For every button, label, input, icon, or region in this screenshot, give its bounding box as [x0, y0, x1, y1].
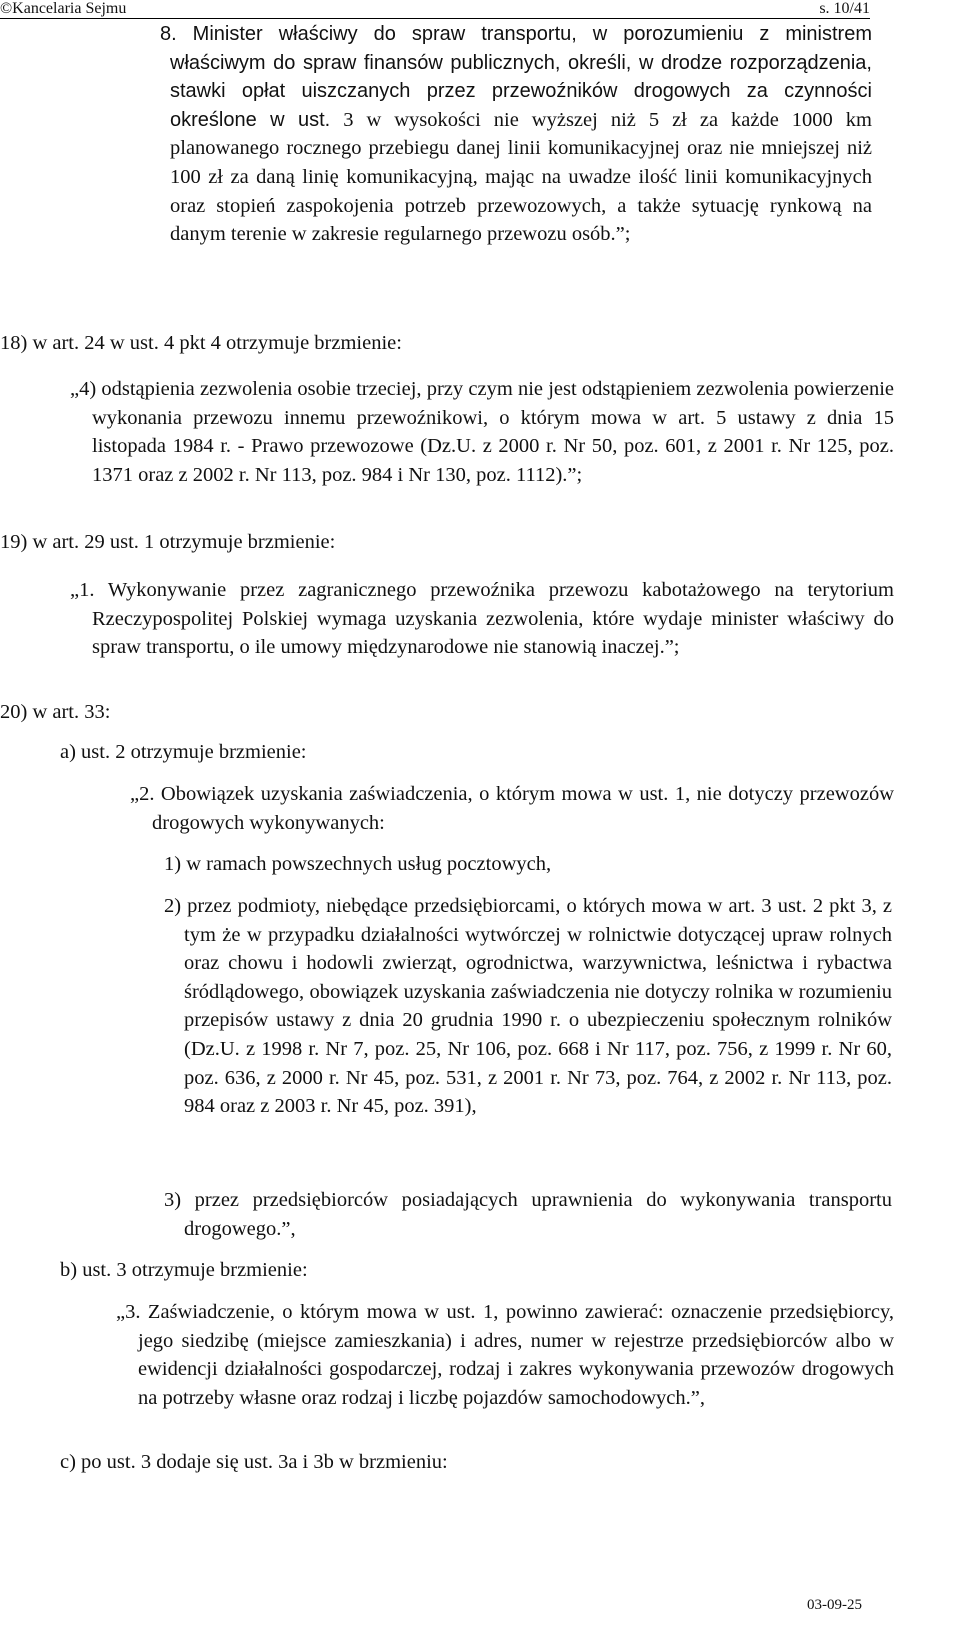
header-page-number: s. 10/41	[819, 0, 870, 17]
item-20a-quote: „2. Obowiązek uzyskania zaświadczenia, o którym mowa w ust. 1, nie dotyczy przewozów drogowych wykonywanych:	[130, 783, 894, 834]
item-19-quote: „1. Wykonywanie przez zagranicznego przewoźnika przewozu kabotażowego na terytorium Rzeczypospolitej Polskiej wymaga uzyskania zezwolenia, które wydaje minister właściwy do spraw transportu, o ile umowy międzynarodowe nie stanowią inaczej.”;	[70, 579, 894, 659]
item-20a-point-1: 1) w ramach powszechnych usług pocztowych,	[164, 853, 552, 875]
item-19: 19) w art. 29 ust. 1 otrzymuje brzmienie:	[0, 531, 336, 553]
item-20a-point-2: 2) przez podmioty, niebędące przedsiębiorcami, o których mowa w art. 3 ust. 2 pkt 3, z tym że w przypadku działalności wytwórczej w rolnictwie dotyczącej upraw rolnych oraz chowu i hodowli zwierząt, ogrodnictwa, warzywnictwa, leśnictwa i rybactwa śródlądowego, obowiązek uzyskania zaświadczenia nie dotyczy rolnika w rozumieniu przepisów ustawy z dnia 20 grudnia 1990 r. o ubezpieczeniu społecznym rolników (Dz.U. z 1998 r. Nr 7, poz. 25, Nr 106, poz. 668 i Nr 117, poz. 756, z 1999 r. Nr 60, poz. 636, z 2000 r. Nr 45, poz. 531, z 2001 r. Nr 73, poz. 764, z 2002 r. Nr 113, poz. 984 oraz z 2003 r. Nr 45, poz. 391),	[164, 895, 892, 1118]
item-20a-point-3: 3) przez przedsiębiorców posiadających uprawnienia do wykonywania transportu drogowego.”,	[164, 1189, 892, 1240]
item-18: 18) w art. 24 w ust. 4 pkt 4 otrzymuje brzmienie:	[0, 332, 402, 354]
item-20c: c) po ust. 3 dodaje się ust. 3a i 3b w brzmieniu:	[60, 1451, 448, 1473]
paragraph-8-part2: 3 w wysokości nie wyższej niż 5 zł za każde 1000 km planowanego rocznego przebiegu danej linii komunikacyjnej oraz nie mniejszej niż 100 zł za daną linię komunikacyjną, mając na uwadze ilość linii komunikacyjnych oraz stopień zaspokojenia potrzeb przewozowych, a także sytuację rynkową na danym terenie w zakresie regularnego przewozu osób.”;	[170, 108, 872, 246]
item-20b: b) ust. 3 otrzymuje brzmienie:	[60, 1259, 308, 1281]
page-header	[0, 0, 870, 19]
item-20b-quote: „3. Zaświadczenie, o którym mowa w ust. 1, powinno zawierać: oznaczenie przedsiębiorcy, jego siedzibę (miejsce zamieszkania) i adres, numer w rejestrze przedsiębiorców albo w ewidencji działalności gospodarczej, rodzaj i zakres wykonywania przewozów drogowych na potrzeby własne oraz rodzaj i liczbę pojazdów samochodowych.”,	[116, 1301, 894, 1409]
item-20a: a) ust. 2 otrzymuje brzmienie:	[60, 741, 307, 763]
footer-date: 03-09-25	[807, 1597, 862, 1613]
paragraph-8	[160, 20, 872, 249]
paragraph-8-part1: 8. Minister właściwy do spraw transportu, w porozumieniu z ministrem właściwym do spraw finansów publicznych, określi, w drodze rozporządzenia, stawki opłat uiszczanych przez przewoźników drogowych za czynności określone w ust.	[160, 23, 872, 131]
header-source: ©Kancelaria Sejmu	[0, 0, 127, 17]
item-18-quote: „4) odstąpienia zezwolenia osobie trzeciej, przy czym nie jest odstąpieniem zezwolenia powierzenie wykonania przewozu innemu przewoźnikowi, o którym mowa w art. 5 ustawy z dnia 15 listopada 1984 r. - Prawo przewozowe (Dz.U. z 2000 r. Nr 50, poz. 601, z 2001 r. Nr 125, poz. 1371 oraz z 2002 r. Nr 113, poz. 984 i Nr 130, poz. 1112).”;	[70, 378, 894, 486]
item-20: 20) w art. 33:	[0, 701, 111, 723]
